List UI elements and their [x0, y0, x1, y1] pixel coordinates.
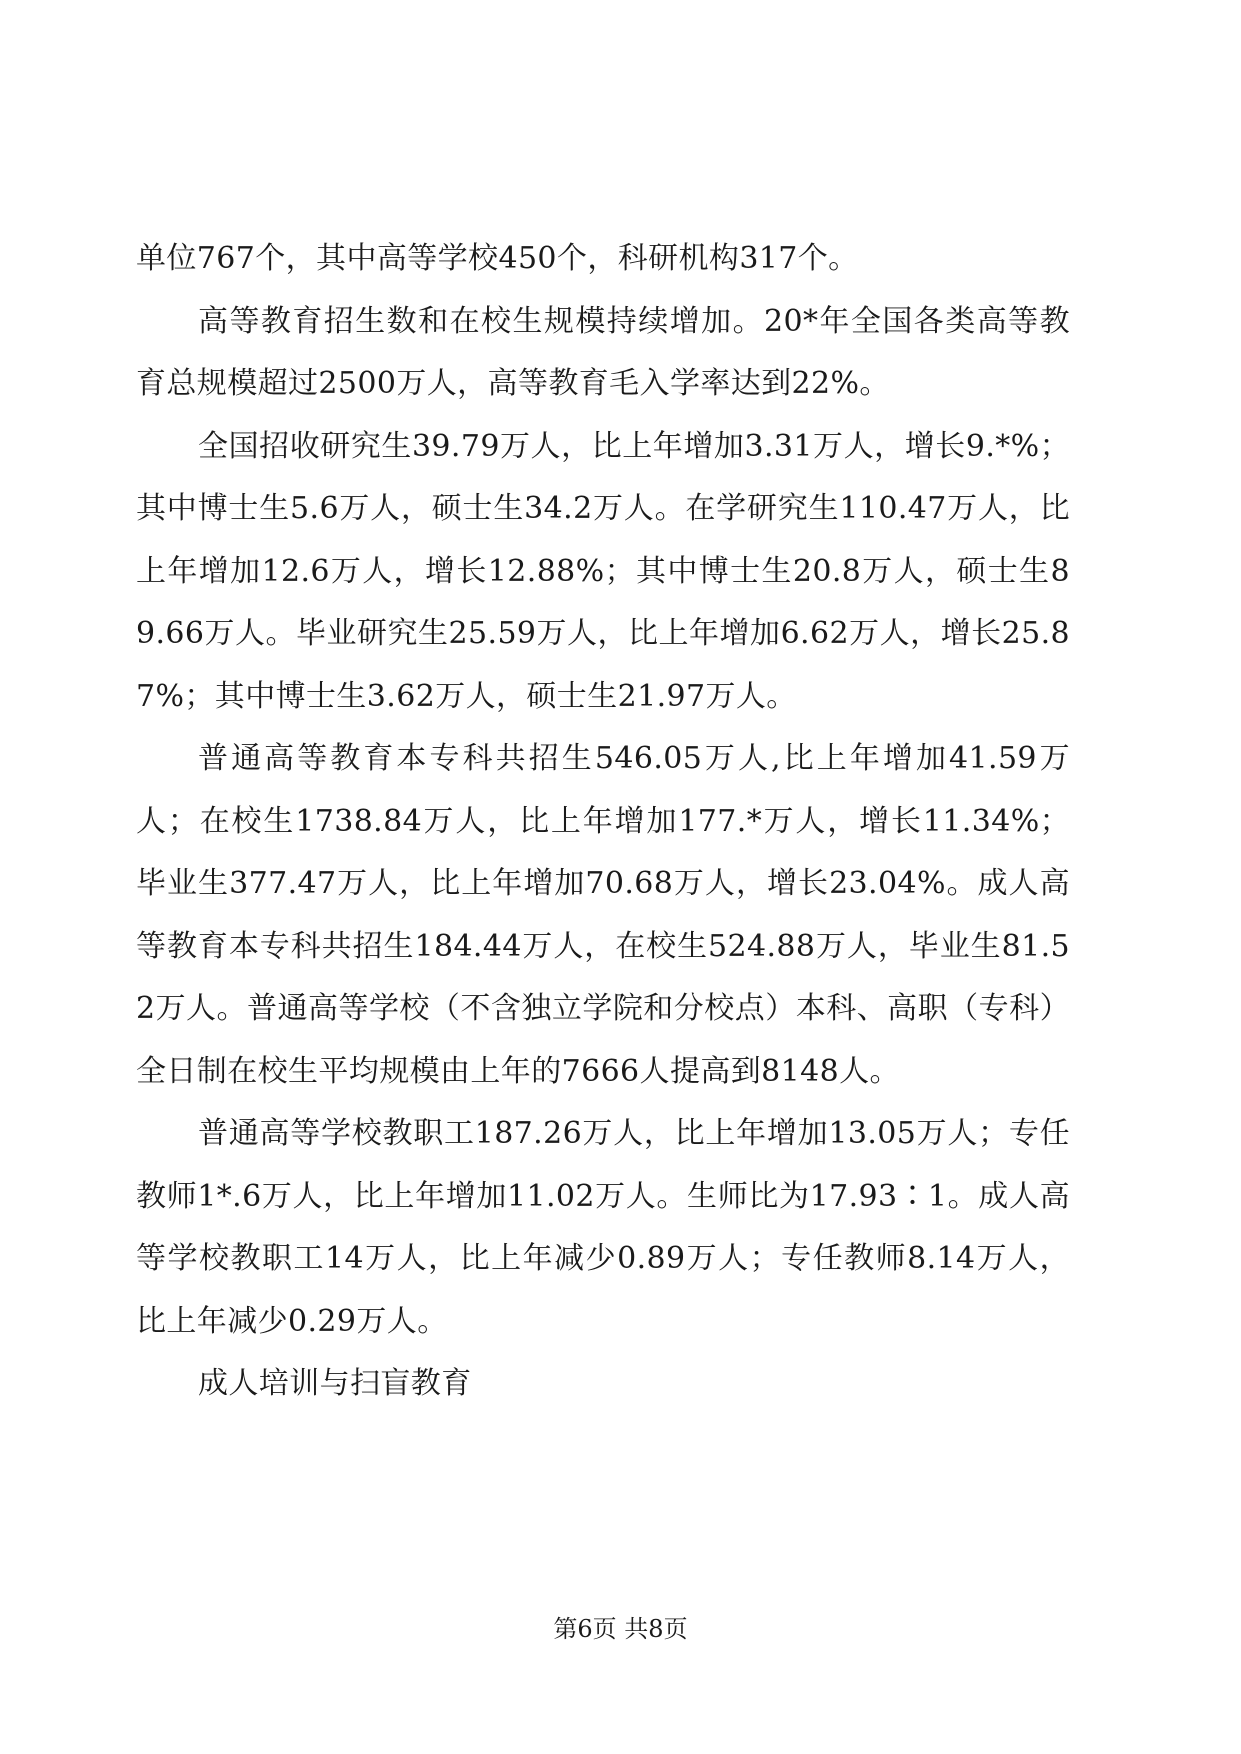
section-heading: 成人培训与扫盲教育 — [198, 1366, 472, 1401]
paragraph: 高等教育招生数和在校生规模持续增加。20*年全国各类高等教育总规模超过2500万人，高等教育毛入学率达到22%。 — [136, 303, 1070, 401]
document-body — [136, 228, 1070, 1416]
paragraph: 单位767个，其中高等学校450个，科研机构317个。 — [136, 241, 859, 276]
paragraph: 全国招收研究生39.79万人，比上年增加3.31万人，增长9.*%；其中博士生5.6万人，硕士生34.2万人。在学研究生110.47万人，比上年增加12.6万人，增长12.88%；其中博士生20.8万人，硕士生89.66万人。毕业研究生25.59万人，比上年增加6.62万人，增长25.87%；其中博士生3.62万人，硕士生21.97万人。 — [136, 428, 1070, 714]
page-footer: 第6页 共8页 — [553, 1615, 688, 1643]
paragraph: 普通高等教育本专科共招生546.05万人,比上年增加41.59万人；在校生1738.84万人，比上年增加177.*万人，增长11.34%；毕业生377.47万人，比上年增加70.68万人，增长23.04%。成人高等教育本专科共招生184.44万人，在校生524.88万人，毕业生81.52万人。普通高等学校（不含独立学院和分校点）本科、高职（专科）全日制在校生平均规模由上年的7666人提高到8148人。 — [136, 741, 1070, 1089]
paragraph: 普通高等学校教职工187.26万人，比上年增加13.05万人；专任教师1*.6万人，比上年增加11.02万人。生师比为17.93∶1。成人高等学校教职工14万人，比上年减少0.89万人；专任教师8.14万人，比上年减少0.29万人。 — [136, 1116, 1070, 1339]
